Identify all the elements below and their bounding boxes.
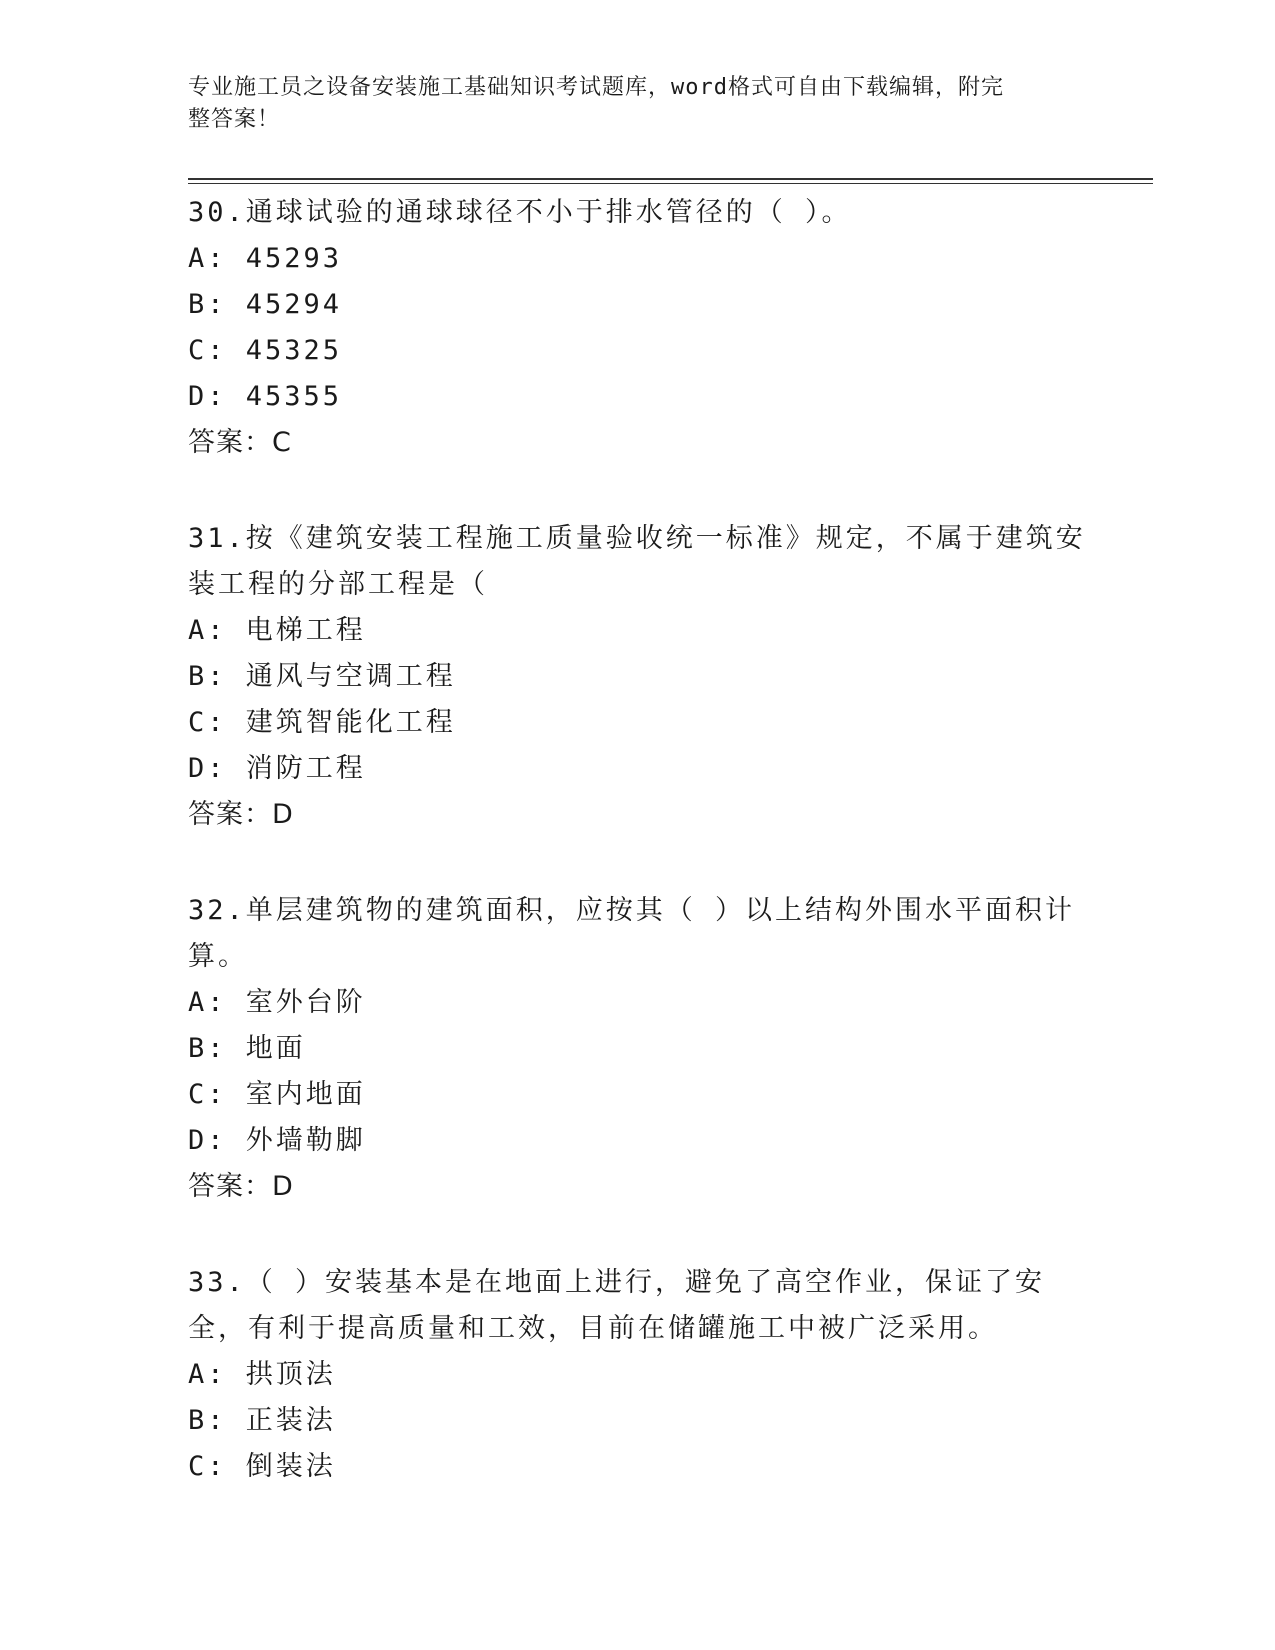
- option-c: C: 45325: [188, 335, 343, 366]
- header-divider-thick: [188, 178, 1153, 180]
- answer-line: 答案：C: [188, 427, 292, 458]
- question-32: [188, 888, 1088, 1210]
- option-d: D: 消防工程: [188, 753, 366, 784]
- option-c: C: 倒装法: [188, 1451, 336, 1482]
- question-31: [188, 516, 1088, 838]
- option-c: C: 室内地面: [188, 1079, 366, 1110]
- option-a: A: 电梯工程: [188, 615, 366, 646]
- option-a: A: 室外台阶: [188, 987, 366, 1018]
- intro-line-2: 整答案！: [188, 107, 281, 132]
- question-stem: 30.通球试验的通球球径不小于排水管径的（ ）。: [188, 197, 852, 228]
- intro-line-1: 专业施工员之设备安装施工基础知识考试题库，word格式可自由下载编辑，附完: [188, 75, 1004, 100]
- option-a: A: 拱顶法: [188, 1359, 336, 1390]
- option-c: C: 建筑智能化工程: [188, 707, 456, 738]
- header-divider-thin: [188, 183, 1153, 184]
- answer-line: 答案：D: [188, 1171, 294, 1202]
- option-b: B: 地面: [188, 1033, 306, 1064]
- option-b: B: 通风与空调工程: [188, 661, 456, 692]
- option-b: B: 45294: [188, 289, 343, 320]
- document-intro: [188, 72, 1068, 136]
- question-33: [188, 1260, 1088, 1490]
- option-b: B: 正装法: [188, 1405, 336, 1436]
- question-stem: 32.单层建筑物的建筑面积，应按其（ ）以上结构外围水平面积计算。: [188, 895, 1076, 972]
- answer-line: 答案：D: [188, 799, 294, 830]
- question-list: [188, 190, 1088, 1540]
- question-stem: 31.按《建筑安装工程施工质量验收统一标准》规定，不属于建筑安装工程的分部工程是（: [188, 523, 1086, 600]
- option-a: A: 45293: [188, 243, 343, 274]
- option-d: D: 外墙勒脚: [188, 1125, 366, 1156]
- question-stem: 33.（ ）安装基本是在地面上进行，避免了高空作业，保证了安全，有利于提高质量和工效，目前在储罐施工中被广泛采用。: [188, 1267, 1046, 1344]
- option-d: D: 45355: [188, 381, 343, 412]
- question-30: [188, 190, 1088, 466]
